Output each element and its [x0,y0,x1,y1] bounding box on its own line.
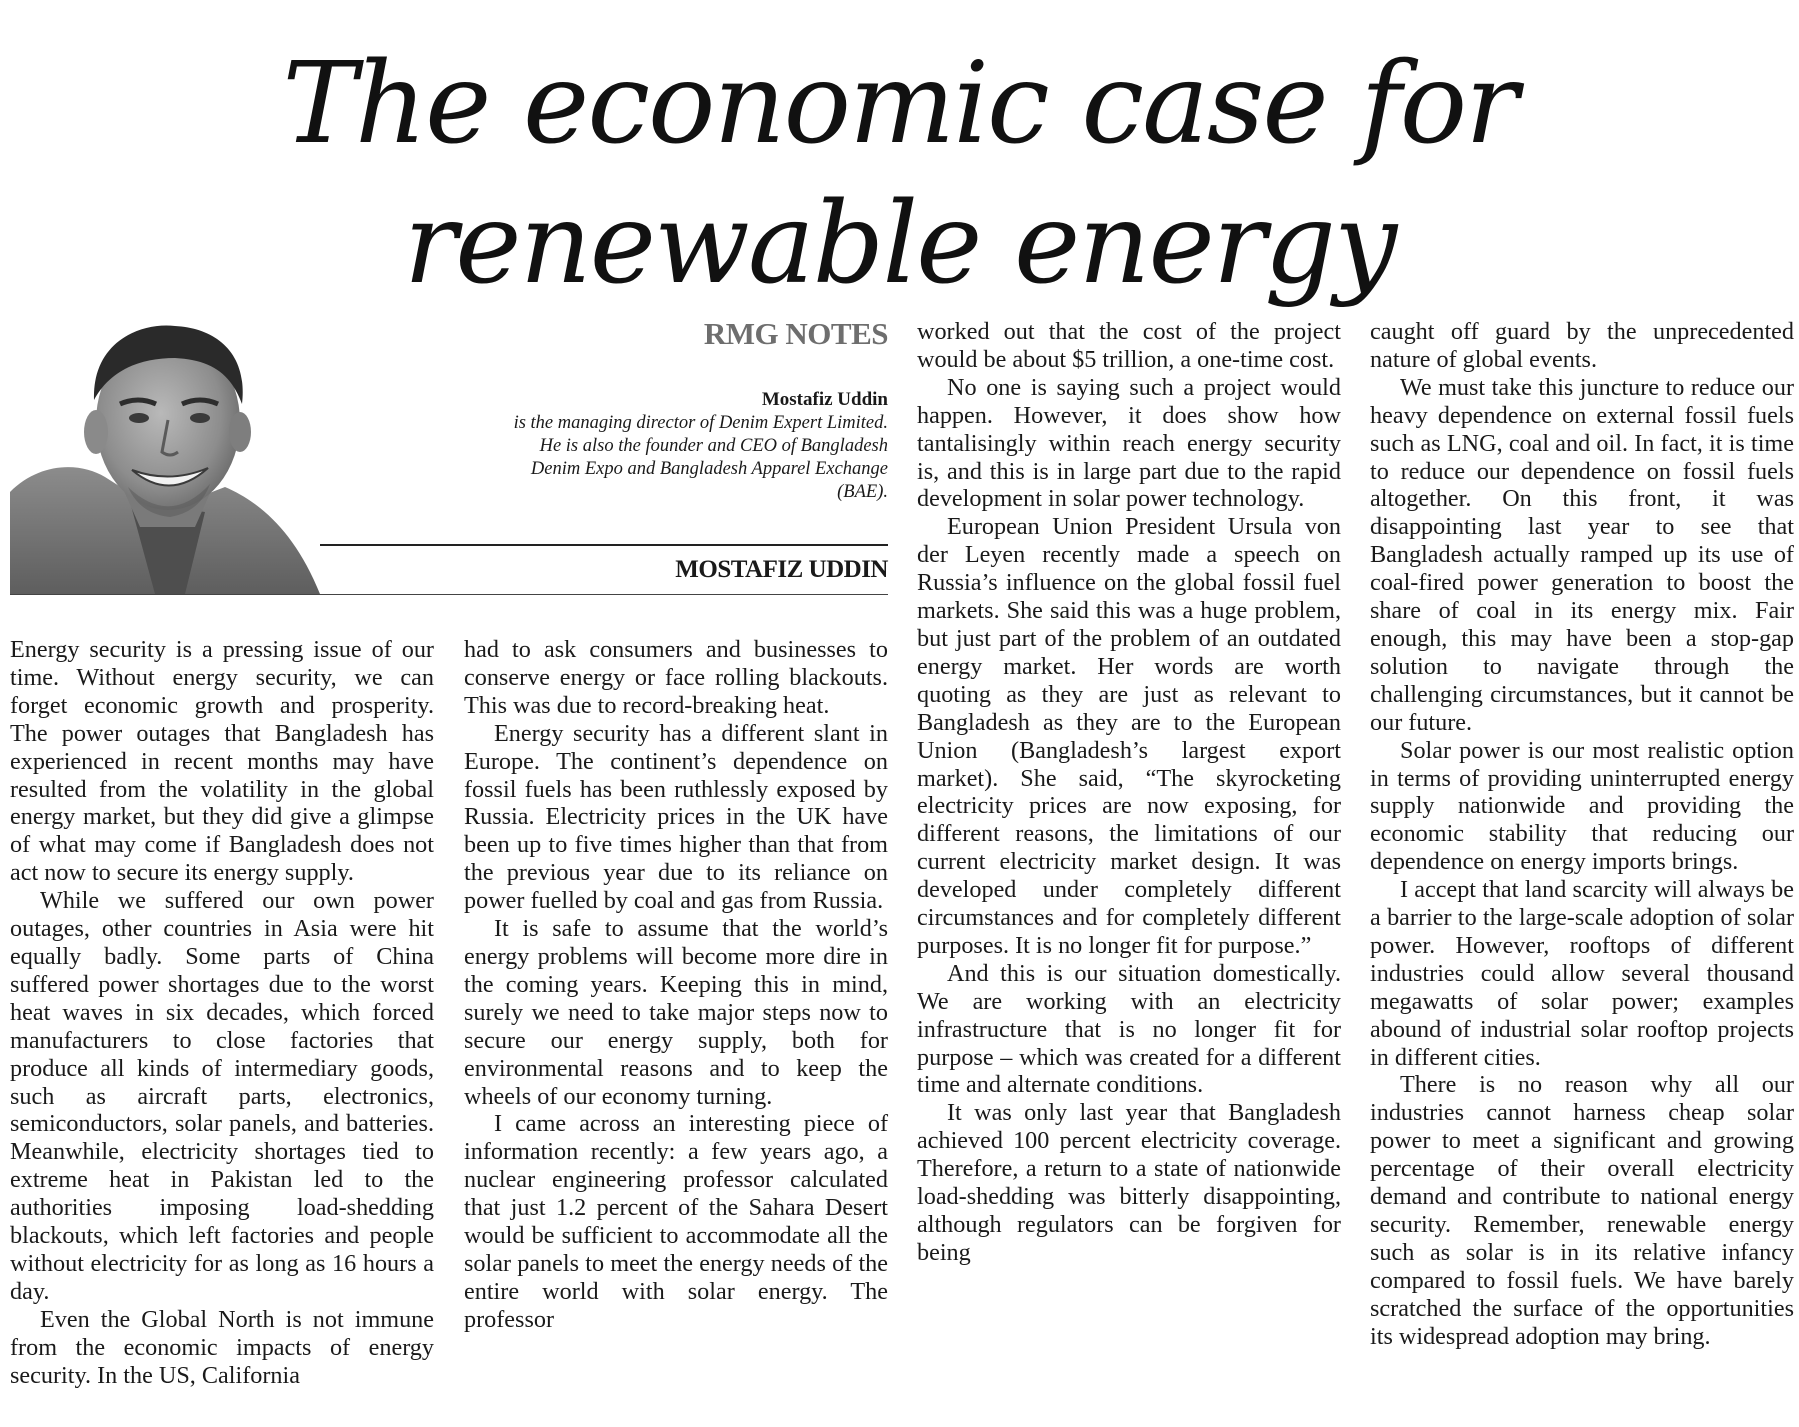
column-label: RMG NOTES [703,316,888,351]
paragraph: It was only last year that Bangladesh achieved 100 percent electricity coverage. Therefore, a return to a state of nationwide load-shedding was bitterly disappointing, although regulators can be forgiven for being [917,1099,1341,1266]
paragraph: No one is saying such a project would happen. However, it does show how tantalisingly within reach energy security is, and this is in large part due to the rapid development in solar power technology. [917,373,1341,513]
paragraph: Even the Global North is not immune from the economic impacts of energy security. In the US, California [10,1305,434,1389]
author-name: Mostafiz Uddin [761,389,888,410]
paragraph: Energy security has a different slant in Europe. The continent’s dependence on fossil fuels has been ruthlessly exposed by Russia. Electricity prices in the UK have been up to five times higher than that from the previous year due to its reliance on power fuelled by coal and gas from Russia. [464,719,888,915]
byline: MOSTAFIZ UDDIN [675,556,888,583]
paragraph: European Union President Ursula von der Leyen recently made a speech on Russia’s influence on the global fossil fuel markets. She said this was a huge problem, but just part of the problem of an outdated energy market. Her words are worth quoting as they are just as relevant to Bangladesh as they are to the European Union (Bangladesh’s largest export market). She said, “The skyrocketing electricity prices are now exposing, for different reasons, the limitations of our current electricity market design. It was developed under completely different circumstances and for completely different purposes. It is no longer fit for purpose.” [917,513,1341,959]
paragraph: I came across an interesting piece of information recently: a few years ago, a nuclear engineering professor calculated that just 1.2 percent of the Sahara Desert would be sufficient to accommodate all the solar panels to meet the energy needs of the entire world with solar energy. The professor [464,1110,888,1333]
article-column-2 [464,636,888,1334]
paragraph: Solar power is our most realistic option in terms of providing uninterrupted energy supply nationwide and providing the economic stability that reducing our dependence on energy imports brings. [1370,736,1794,876]
paragraph: Energy security is a pressing issue of our time. Without energy security, we can forget economic growth and prosperity. The power outages that Bangladesh has experienced in recent months may have resulted from the volatility in the global energy market, but they did give a glimpse of what may come if Bangladesh does not act now to secure its energy supply. [10,636,434,887]
paragraph: I accept that land scarcity will always be a barrier to the large-scale adoption of solar power. However, rooftops of different industries could allow several thousand megawatts of solar power; examples abound of industrial solar rooftop projects in different cities. [1370,876,1794,1071]
paragraph: There is no reason why all our industries cannot harness cheap solar power to meet a significant and growing percentage of their overall electricity demand and contribute to national energy security. Remember, renewable energy such as solar is in its relative infancy compared to fossil fuels. We have barely scratched the surface of the opportunities its widespread adoption may bring. [1370,1071,1794,1350]
article-column-4 [1370,318,1794,1351]
author-photo [10,312,320,594]
paragraph: It is safe to assume that the world’s energy problems will become more dire in the coming years. Keeping this in mind, surely we need to take major steps now to secure our energy supply, both for environmental reasons and to keep the wheels of our economy turning. [464,915,888,1110]
paragraph: We must take this juncture to reduce our heavy dependence on external fossil fuels such as LNG, coal and oil. In fact, it is time to reduce our dependence on fossil fuels altogether. On this front, it was disappointing last year to see that Bangladesh actually ramped up its use of coal-fired power generation to boost the share of coal in its energy mix. Fair enough, this may have been a stop-gap solution to navigate through the challenging circumstances, but it cannot be our future. [1370,373,1794,736]
author-bio: is the managing director of Denim Expert Limited. He is also the founder and CEO of Bangladesh Denim Expo and Bangladesh Apparel Exchange (BAE). [513,413,888,502]
headline-line-1: The economic case for [282,39,1517,169]
article-column-3 [917,318,1341,1267]
headline [0,34,1799,314]
paragraph: While we suffered our own power outages, other countries in Asia were hit equally badly. Some parts of China suffered power shortages due to the worst heat waves in six decades, which forced manufacturers to close factories that produce all kinds of intermediary goods, such as aircraft parts, electronics, semiconductors, solar panels, and batteries. Meanwhile, electricity shortages tied to extreme heat in Pakistan led to the authorities imposing load-shedding blackouts, which left factories and people without electricity for as long as 16 hours a day. [10,887,434,1305]
section-rule [10,594,888,595]
byline-rule [320,544,888,546]
headline-line-2: renewable energy [403,179,1396,309]
paragraph: had to ask consumers and businesses to conserve energy or face rolling blackouts. This was due to record-breaking heat. [464,636,888,719]
paragraph: worked out that the cost of the project would be about $5 trillion, a one-time cost. [917,318,1341,373]
paragraph: caught off guard by the unprecedented nature of global events. [1370,318,1794,373]
paragraph: And this is our situation domestically. We are working with an electricity infrastructure that is no longer fit for purpose – which was created for a different time and alternate conditions. [917,959,1341,1099]
article-column-1 [10,636,434,1389]
